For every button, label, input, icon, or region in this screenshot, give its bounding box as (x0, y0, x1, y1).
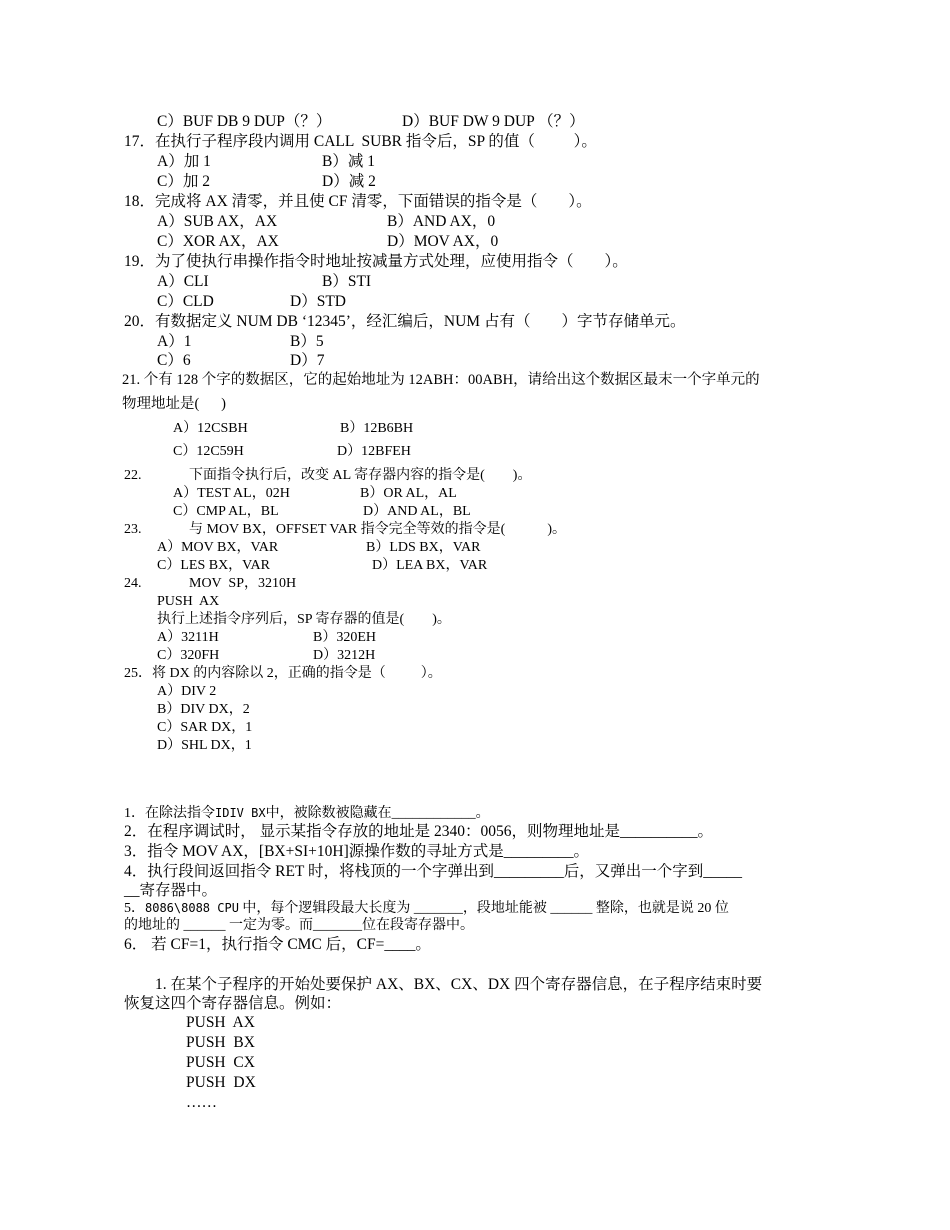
question-22-number: 22. (124, 468, 142, 483)
option-c: C）加 2 (157, 173, 210, 190)
option-c: C）CMP AL，BL (173, 504, 279, 519)
option-d: D）AND AL，BL (363, 504, 471, 519)
option-c: C）BUF DB 9 DUP（？） (157, 113, 332, 130)
question-19: 19．为了使执行串操作指令时地址按减量方式处理，应使用指令（ ）。 (124, 253, 628, 270)
option-c: C）LES BX，VAR (157, 558, 270, 573)
question-18: 18．完成将 AX 清零，并且使 CF 清零，下面错误的指令是（ ）。 (124, 193, 592, 210)
option-c: C）320FH (157, 648, 220, 663)
code-text: 8086\8088 CPU (145, 901, 239, 915)
option-b: B）AND AX，0 (387, 213, 496, 230)
program-question-1: 1. 在某个子程序的开始处要保护 AX、BX、CX、DX 四个寄存器信息，在子程序结束时要 (155, 976, 763, 993)
question-25: 25．将 DX 的内容除以 2，正确的指令是（ ）。 (124, 666, 442, 681)
blank-question-4: 4．执行段间返回指令 RET 时，将栈顶的一个字弹出到_________后，又弹出一个字到_____ (124, 863, 742, 880)
question-24: 执行上述指令序列后，SP 寄存器的值是( )。 (157, 612, 451, 627)
program-question-1-continued: 恢复这四个寄存器信息。例如： (124, 995, 342, 1012)
option-b: B）12B6BH (340, 421, 414, 436)
blank-text: 中，每个逻辑段最大长度为 _______，段地址能被 ______ 整除，也就是说 20 位 (238, 901, 729, 916)
option-b: B）LDS BX，VAR (366, 540, 481, 555)
option-d: D）12BFEH (337, 444, 411, 459)
blank-question-1 (124, 804, 490, 823)
question-24-code: PUSH AX (157, 594, 220, 609)
option-a: A）CLI (157, 273, 209, 290)
code-line: PUSH BX (186, 1034, 255, 1051)
option-c: C）12C59H (173, 444, 244, 459)
option-b: B）DIV DX，2 (157, 702, 250, 717)
question-24-code: MOV SP，3210H (189, 576, 297, 591)
option-a: A）SUB AX，AX (157, 213, 278, 230)
option-a: A）加 1 (157, 153, 211, 170)
option-a: A）MOV BX，VAR (157, 540, 279, 555)
question-17: 17．在执行子程序段内调用 CALL SUBR 指令后，SP 的值（ ）。 (124, 133, 597, 150)
option-d: D）减 2 (322, 173, 376, 190)
code-ellipsis: …… (186, 1094, 217, 1111)
option-a: A）TEST AL，02H (173, 486, 290, 501)
option-c: C）6 (157, 352, 191, 369)
option-a: A）DIV 2 (157, 684, 217, 699)
question-23: 与 MOV BX，OFFSET VAR 指令完全等效的指令是( )。 (189, 522, 567, 537)
option-a: A）1 (157, 333, 192, 350)
option-c: C）XOR AX，AX (157, 233, 279, 250)
blank-question-2: 2．在程序调试时， 显示某指令存放的地址是 2340：0056，则物理地址是__________。 (124, 823, 714, 840)
option-b: B）STI (322, 273, 372, 290)
question-22: 下面指令执行后，改变 AL 寄存器内容的指令是( )。 (189, 468, 532, 483)
option-d: D）7 (290, 352, 325, 369)
option-d: D）MOV AX，0 (387, 233, 499, 250)
option-b: B）320EH (313, 630, 376, 645)
option-a: A）3211H (157, 630, 219, 645)
option-d: D）STD (290, 293, 346, 310)
blank-question-6: 6． 若 CF=1，执行指令 CMC 后，CF=____。 (124, 936, 431, 953)
question-20: 20．有数据定义 NUM DB ‘12345’，经汇编后，NUM 占有（ ）字节存储单元。 (124, 313, 686, 330)
question-21: 21. 个有 128 个字的数据区，它的起始地址为 12ABH：00ABH，请给出这个数据区最末一个字单元的 (122, 372, 760, 388)
option-d: D）LEA BX，VAR (372, 558, 488, 573)
option-c: C）SAR DX，1 (157, 720, 253, 735)
option-a: A）12CSBH (173, 421, 248, 436)
option-d: D）BUF DW 9 DUP （？） (402, 113, 585, 130)
blank-text: 中，被除数被隐藏在____________。 (265, 806, 490, 821)
blank-question-4-continued: __寄存器中。 (124, 882, 218, 899)
code-line: PUSH DX (186, 1074, 256, 1091)
code-text: IDIV BX (215, 806, 266, 820)
question-23-number: 23. (124, 522, 142, 537)
question-21-continued: 物理地址是( ) (122, 396, 226, 412)
code-line: PUSH CX (186, 1054, 255, 1071)
option-d: D）3212H (313, 648, 376, 663)
option-c: C）CLD (157, 293, 214, 310)
blank-question-3: 3．指令 MOV AX，[BX+SI+10H]源操作数的寻址方式是_________。 (124, 843, 589, 860)
option-b: B）OR AL，AL (360, 486, 457, 501)
option-b: B）减 1 (322, 153, 375, 170)
blank-text: 1．在除法指令 (124, 806, 215, 821)
blank-question-5 (124, 900, 729, 917)
code-line: PUSH AX (186, 1014, 255, 1031)
option-b: B）5 (290, 333, 324, 350)
option-d: D）SHL DX，1 (157, 738, 252, 753)
question-24-number: 24. (124, 576, 142, 591)
blank-text: 5． (124, 901, 145, 916)
blank-question-5-continued: 的地址的 ______ 一定为零。而_______位在段寄存器中。 (124, 918, 474, 933)
